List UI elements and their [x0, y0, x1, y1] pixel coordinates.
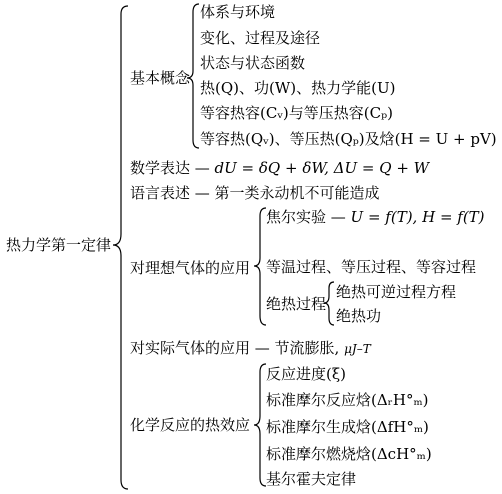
language-statement-text: 第一类永动机不可能造成 [214, 184, 380, 202]
ideal-gas-label: 对理想气体的应用 [130, 259, 251, 277]
ideal-gas-brace [254, 208, 266, 325]
joule-experiment-label: 焦尔实验 — [266, 208, 351, 226]
math-expression-label: 数学表达 — [130, 159, 215, 177]
basic-item: 状态与状态函数 [200, 54, 306, 72]
basic-item: 变化、过程及途径 [200, 29, 321, 47]
reaction-item: 标准摩尔生成焓(ΔfH°ₘ) [266, 418, 429, 436]
reaction-item: 标准摩尔燃烧焓(ΔcH°ₘ) [266, 445, 432, 463]
basic-concepts-label: 基本概念 [130, 69, 191, 87]
real-gas-label: 对实际气体的应用 — 节流膨胀, [130, 339, 340, 357]
adiabatic-process-label: 绝热过程 [266, 295, 327, 313]
math-expression [130, 159, 429, 177]
joule-thomson-symbol: μJ–T [344, 342, 371, 356]
main-brace [113, 6, 128, 489]
adiabatic-item: 绝热可逆过程方程 [336, 283, 457, 301]
reaction-brace [254, 364, 266, 486]
joule-experiment [266, 208, 485, 226]
reaction-item: 反应进度(ξ) [266, 365, 346, 383]
reaction-heat-label: 化学反应的热效应 [130, 416, 251, 434]
basic-item: 热(Q)、功(W)、热力学能(U) [200, 79, 396, 97]
real-gas [130, 339, 371, 358]
reaction-item: 基尔霍夫定律 [266, 470, 357, 488]
language-statement-label: 语言表述 — [130, 184, 215, 202]
basic-item: 等容热容(Cᵥ)与等压热容(Cₚ) [200, 104, 393, 122]
root-title: 热力学第一定律 [6, 236, 112, 254]
ideal-gas-processes: 等温过程、等压过程、等容过程 [266, 258, 477, 276]
joule-experiment-formula: U = f(T), H = f(T) [350, 208, 485, 226]
math-expression-formula: dU = δQ + δW, ΔU = Q + W [214, 159, 430, 177]
basic-item: 等容热(Qᵥ)、等压热(Qₚ)及焓(H = U + pV) [200, 130, 497, 148]
basic-item: 体系与环境 [200, 3, 276, 21]
language-statement [130, 184, 380, 202]
reaction-item: 标准摩尔反应焓(ΔᵣH°ₘ) [266, 391, 429, 409]
adiabatic-item: 绝热功 [336, 307, 382, 325]
